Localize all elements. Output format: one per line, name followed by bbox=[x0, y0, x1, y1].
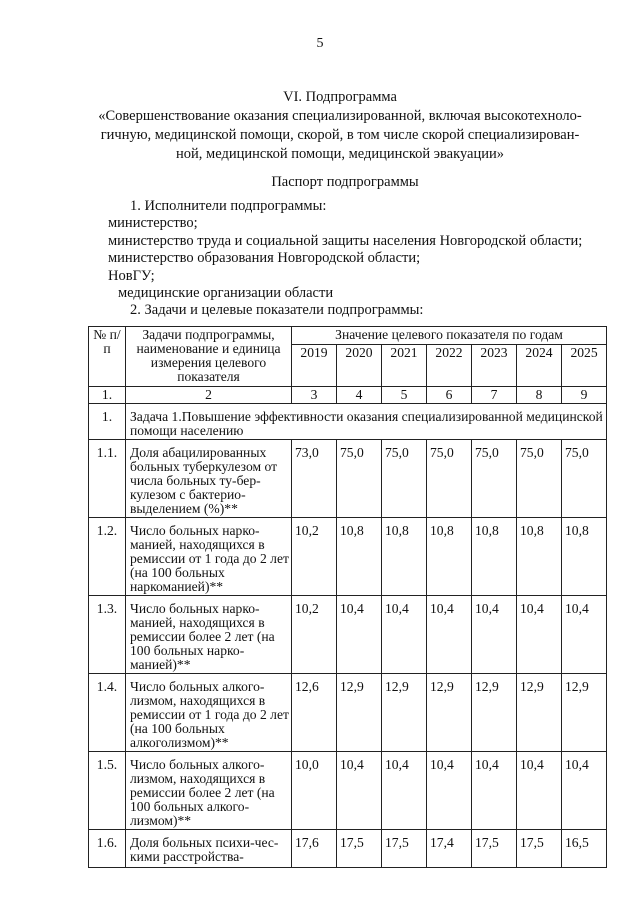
row-num: 1.6. bbox=[89, 830, 126, 868]
col-number: 4 bbox=[337, 387, 382, 404]
header-year: 2022 bbox=[427, 345, 472, 387]
value-cell: 12,9 bbox=[472, 674, 517, 752]
value-cell: 12,9 bbox=[427, 674, 472, 752]
table-row bbox=[89, 440, 607, 518]
value-cell: 75,0 bbox=[562, 440, 607, 518]
section-1-title: 1. Исполнители подпрограммы: bbox=[130, 198, 327, 214]
header-year: 2024 bbox=[517, 345, 562, 387]
value-cell: 12,9 bbox=[517, 674, 562, 752]
value-cell: 12,9 bbox=[562, 674, 607, 752]
value-cell: 75,0 bbox=[427, 440, 472, 518]
column-numbers-row bbox=[89, 387, 607, 404]
section-2-title: 2. Задачи и целевые показатели подпрограммы: bbox=[130, 302, 424, 318]
indicator-name: Доля больных психи-чес-кими расстройства- bbox=[126, 830, 292, 868]
value-cell: 10,4 bbox=[382, 596, 427, 674]
value-cell: 17,5 bbox=[382, 830, 427, 868]
value-cell: 10,4 bbox=[337, 752, 382, 830]
value-cell: 12,9 bbox=[337, 674, 382, 752]
col-number: 8 bbox=[517, 387, 562, 404]
value-cell: 17,5 bbox=[517, 830, 562, 868]
indicator-name: Доля абацилированных больных туберкулезом от числа больных ту-бер-кулезом с бактерио-выделением (%)** bbox=[126, 440, 292, 518]
header-task: Задачи подпрограммы, наименование и единица измерения целевого показателя bbox=[126, 327, 292, 387]
executor-item: медицинские организации области bbox=[118, 285, 334, 301]
row-num: 1.2. bbox=[89, 518, 126, 596]
indicator-name: Число больных алкого-лизмом, находящихся в ремиссии от 1 года до 2 лет (на 100 больных алкоголизмом)** bbox=[126, 674, 292, 752]
header-values-group: Значение целевого показателя по годам bbox=[292, 327, 607, 345]
row-num: 1.1. bbox=[89, 440, 126, 518]
executor-item: министерство образования Новгородской области; bbox=[108, 250, 421, 266]
executor-item: министерство труда и социальной защиты населения Новгородской области; bbox=[108, 233, 583, 249]
value-cell: 10,8 bbox=[562, 518, 607, 596]
value-cell: 75,0 bbox=[472, 440, 517, 518]
value-cell: 17,4 bbox=[427, 830, 472, 868]
page-number: 5 bbox=[316, 36, 324, 51]
value-cell: 10,2 bbox=[292, 596, 337, 674]
value-cell: 10,4 bbox=[382, 752, 427, 830]
header-year: 2021 bbox=[382, 345, 427, 387]
col-number: 7 bbox=[472, 387, 517, 404]
col-number: 2 bbox=[126, 387, 292, 404]
value-cell: 16,5 bbox=[562, 830, 607, 868]
row-num: 1.5. bbox=[89, 752, 126, 830]
value-cell: 10,8 bbox=[517, 518, 562, 596]
heading-line-2: «Совершенствование оказания специализированной, включая высокотехноло- bbox=[98, 108, 582, 124]
table-row bbox=[89, 830, 607, 868]
value-cell: 10,8 bbox=[382, 518, 427, 596]
value-cell: 10,4 bbox=[427, 752, 472, 830]
indicator-name: Число больных нарко-манией, находящихся в ремиссии от 1 года до 2 лет (на 100 больных наркоманией)** bbox=[126, 518, 292, 596]
indicator-name: Число больных алкого-лизмом, находящихся в ремиссии более 2 лет (на 100 больных алкого-лизмом)** bbox=[126, 752, 292, 830]
value-cell: 17,5 bbox=[472, 830, 517, 868]
passport-title: Паспорт подпрограммы bbox=[271, 174, 419, 190]
col-number: 1. bbox=[89, 387, 126, 404]
indicator-name: Число больных нарко-манией, находящихся в ремиссии более 2 лет (на 100 больных нарко-манией)** bbox=[126, 596, 292, 674]
table-row bbox=[89, 518, 607, 596]
value-cell: 75,0 bbox=[517, 440, 562, 518]
value-cell: 17,6 bbox=[292, 830, 337, 868]
task-text: Задача 1.Повышение эффективности оказания специализированной медицинской помощи населению bbox=[126, 404, 607, 440]
col-number: 5 bbox=[382, 387, 427, 404]
value-cell: 10,4 bbox=[517, 596, 562, 674]
col-number: 3 bbox=[292, 387, 337, 404]
value-cell: 17,5 bbox=[337, 830, 382, 868]
value-cell: 12,9 bbox=[382, 674, 427, 752]
task-row bbox=[89, 404, 607, 440]
value-cell: 10,4 bbox=[562, 596, 607, 674]
table-row bbox=[89, 752, 607, 830]
heading-line-3: гичную, медицинской помощи, скорой, в том числе скорой специализирован- bbox=[100, 127, 580, 143]
col-number: 9 bbox=[562, 387, 607, 404]
targets-table bbox=[88, 326, 607, 868]
table-row bbox=[89, 596, 607, 674]
value-cell: 10,0 bbox=[292, 752, 337, 830]
value-cell: 75,0 bbox=[337, 440, 382, 518]
heading-line-1: VI. Подпрограмма bbox=[283, 89, 397, 105]
value-cell: 10,4 bbox=[472, 596, 517, 674]
row-num: 1.4. bbox=[89, 674, 126, 752]
executor-item: министерство; bbox=[108, 215, 198, 231]
header-year: 2025 bbox=[562, 345, 607, 387]
value-cell: 12,6 bbox=[292, 674, 337, 752]
value-cell: 10,4 bbox=[427, 596, 472, 674]
task-num: 1. bbox=[89, 404, 126, 440]
row-num: 1.3. bbox=[89, 596, 126, 674]
value-cell: 10,8 bbox=[472, 518, 517, 596]
executor-item: НовГУ; bbox=[108, 268, 155, 284]
value-cell: 10,4 bbox=[517, 752, 562, 830]
table-header-row bbox=[89, 327, 607, 345]
subprogram-heading bbox=[90, 88, 590, 164]
value-cell: 10,4 bbox=[562, 752, 607, 830]
header-year: 2019 bbox=[292, 345, 337, 387]
header-num: № п/п bbox=[89, 327, 126, 387]
value-cell: 10,8 bbox=[337, 518, 382, 596]
value-cell: 10,2 bbox=[292, 518, 337, 596]
value-cell: 75,0 bbox=[382, 440, 427, 518]
heading-line-4: ной, медицинской помощи, медицинской эвакуации» bbox=[176, 146, 504, 162]
value-cell: 10,4 bbox=[337, 596, 382, 674]
value-cell: 73,0 bbox=[292, 440, 337, 518]
col-number: 6 bbox=[427, 387, 472, 404]
value-cell: 10,4 bbox=[472, 752, 517, 830]
header-year: 2023 bbox=[472, 345, 517, 387]
header-year: 2020 bbox=[337, 345, 382, 387]
table-row bbox=[89, 674, 607, 752]
value-cell: 10,8 bbox=[427, 518, 472, 596]
